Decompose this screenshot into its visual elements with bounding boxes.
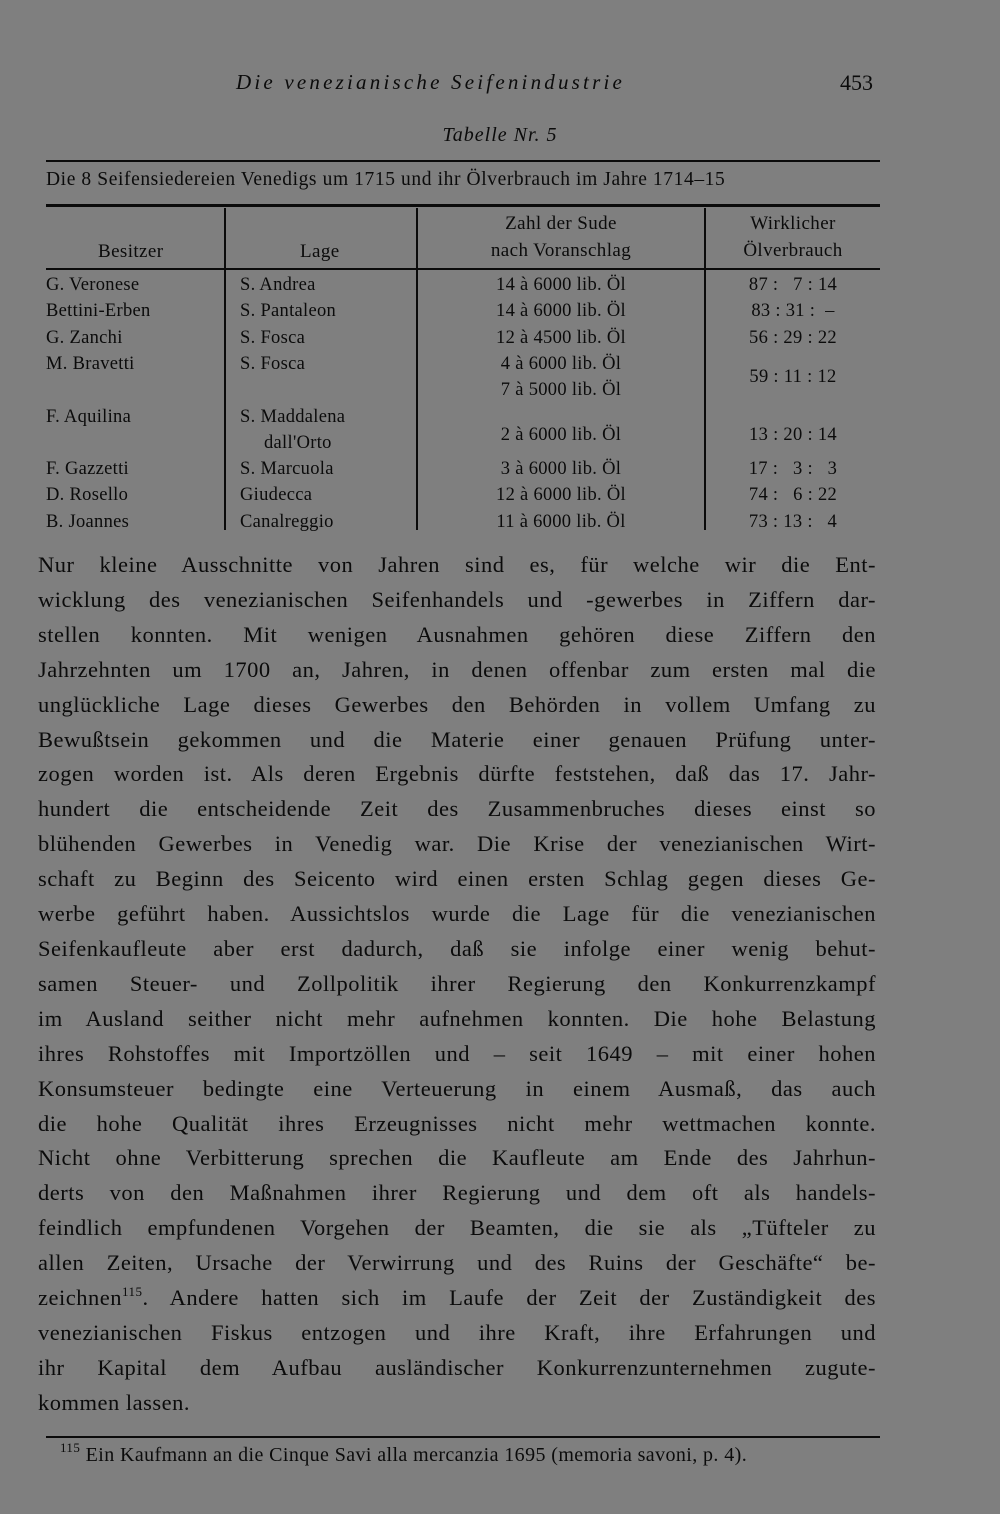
- table-cell-oil: 87 : 7 : 14: [748, 275, 838, 295]
- text-line: samen Steuer- und Zollpolitik ihrer Regierung den Konkurrenzkampf: [38, 970, 876, 996]
- table-cell-location: S. Fosca: [240, 354, 306, 374]
- table-cell-owner: F. Gazzetti: [46, 459, 129, 479]
- table-cell-location-second-line: dall'Orto: [264, 433, 332, 453]
- table-cell-owner: F. Aquilina: [46, 407, 132, 427]
- table-cell-location: S. Andrea: [240, 275, 316, 295]
- text-line: Jahrzehnten um 1700 an, Jahren, in denen offenbar zum ersten mal die: [38, 656, 876, 682]
- table-cell-sude: 2 à 6000 lib. Öl: [500, 425, 622, 445]
- text-line: Bewußtsein gekommen und die Materie einer genauen Prüfung unter-: [38, 726, 876, 752]
- table-cell-sude: 3 à 6000 lib. Öl: [500, 459, 622, 479]
- text-line: werbe geführt haben. Aussichtslos wurde die Lage für die venezianischen: [38, 901, 876, 927]
- table-cell-oil: 17 : 3 : 3: [748, 459, 838, 479]
- table-cell-oil: 13 : 20 : 14: [749, 425, 837, 445]
- text-line: kommen lassen.: [38, 1389, 190, 1415]
- text-fragment: zeichnen: [38, 1285, 122, 1311]
- running-head: [0, 70, 1000, 100]
- table-cell-oil: 59 : 11 : 12: [749, 367, 837, 387]
- table-caption: Die 8 Seifensiedereien Venedigs um 1715 und ihr Ölverbrauch im Jahre 1714–15: [46, 169, 726, 190]
- text-line: schaft zu Beginn des Seicento wird einen ersten Schlag gegen dieses Ge-: [38, 866, 876, 892]
- text-line: unglückliche Lage dieses Gewerbes den Behörden in vollem Umfang zu: [38, 691, 876, 717]
- text-line: ihr Kapital dem Aufbau ausländischer Konkurrenzunternehmen zugute-: [38, 1354, 876, 1380]
- text-line: Nur kleine Ausschnitte von Jahren sind es, für welche wir die Ent-: [38, 552, 876, 577]
- table-cell-owner: Bettini-Erben: [46, 301, 151, 321]
- text-line: wicklung des venezianischen Seifenhandels und -gewerbes in Ziffern dar-: [38, 586, 876, 612]
- table-cell-location: Giudecca: [240, 485, 313, 505]
- header-owner: Besitzer: [98, 241, 164, 262]
- text-line: hundert die entscheidende Zeit des Zusammenbruches dieses einst so: [38, 796, 876, 822]
- header-location: Lage: [300, 241, 340, 262]
- table-cell-sude: 4 à 6000 lib. Öl: [500, 354, 622, 374]
- header-sude-line2: nach Voranschlag: [490, 240, 632, 261]
- text-fragment: . Andere hatten sich im Laufe der Zeit der Zuständigkeit des: [142, 1285, 876, 1311]
- text-line: Nicht ohne Verbitterung sprechen die Kaufleute am Ende des Jahrhun-: [38, 1145, 876, 1171]
- table-cell-location: S. Fosca: [240, 328, 306, 348]
- table-cell-oil: 73 : 13 : 4: [748, 512, 838, 532]
- table-cell-sude: 11 à 6000 lib. Öl: [496, 512, 626, 532]
- table-cell-location: S. Maddalena: [240, 407, 346, 427]
- header-oil-line2: Ölverbrauch: [743, 240, 843, 261]
- text-line: ihres Rohstoffes mit Importzöllen und – seit 1649 – mit einer hohen: [38, 1040, 876, 1066]
- table-cell-owner: G. Zanchi: [46, 328, 123, 348]
- table-cell-sude-second-line: 7 à 5000 lib. Öl: [500, 380, 622, 400]
- footnote-text: Ein Kaufmann an die Cinque Savi alla mercanzia 1695 (memoria savoni, p. 4).: [80, 1444, 748, 1466]
- footnote-rule: [46, 1436, 880, 1438]
- table-cell-oil: 74 : 6 : 22: [748, 485, 838, 505]
- header-oil-line1: Wirklicher: [750, 213, 836, 234]
- text-line: blühenden Gewerbes in Venedig war. Die Krise der venezianischen Wirt-: [38, 831, 876, 857]
- caption-top-rule: [46, 160, 880, 162]
- table-number: Tabelle Nr. 5: [442, 124, 558, 146]
- table-cell-sude: 14 à 6000 lib. Öl: [496, 275, 626, 295]
- text-line: im Ausland seither nicht mehr aufnehmen konnten. Die hohe Belastung: [38, 1005, 876, 1031]
- table-cell-oil: 83 : 31 : –: [751, 301, 835, 321]
- table-cell-location: S. Pantaleon: [240, 301, 337, 321]
- footnote-mark: 115: [60, 1440, 81, 1455]
- table-cell-location: Canalreggio: [240, 512, 334, 532]
- text-line: Seifenkaufleute aber erst dadurch, daß sie infolge einer wenig behut-: [38, 935, 876, 961]
- table-cell-sude: 12 à 6000 lib. Öl: [496, 485, 626, 505]
- text-line: zogen worden ist. Als deren Ergebnis dürfte feststehen, daß das 17. Jahr-: [38, 761, 876, 787]
- text-line: venezianischen Fiskus entzogen und ihre Kraft, ihre Erfahrungen und: [38, 1319, 876, 1345]
- soap-factory-table: [46, 206, 880, 536]
- table-cell-owner: D. Rosello: [46, 485, 129, 505]
- text-line: feindlich empfundenen Vorgehen der Beamten, die sie als „Tüfteler zu: [38, 1215, 876, 1241]
- footnote: [60, 1440, 900, 1467]
- text-line: stellen konnten. Mit wenigen Ausnahmen gehören diese Ziffern den: [38, 621, 876, 647]
- table-cell-sude: 12 à 4500 lib. Öl: [496, 328, 626, 348]
- column-divider: [224, 208, 226, 530]
- page-number: 453: [840, 70, 873, 95]
- running-title: Die venezianische Seifenindustrie: [236, 70, 626, 94]
- text-line: derts von den Maßnahmen ihrer Regierung und dem oft als handels-: [38, 1180, 876, 1206]
- header-sude-line1: Zahl der Sude: [505, 213, 617, 234]
- header-bottom-rule: [46, 268, 880, 270]
- text-line-with-reference: [38, 1281, 876, 1316]
- body-paragraph: [38, 548, 876, 1421]
- table-cell-sude: 14 à 6000 lib. Öl: [496, 301, 626, 321]
- table-cell-oil: 56 : 29 : 22: [749, 328, 837, 348]
- text-line: Konsumsteuer bedingte eine Verteuerung in einem Ausmaß, das auch: [38, 1075, 876, 1101]
- text-line: allen Zeiten, Ursache der Verwirrung und des Ruins der Geschäfte“ be-: [38, 1250, 876, 1276]
- table-cell-owner: B. Joannes: [46, 512, 130, 532]
- table-cell-location: S. Marcuola: [240, 459, 334, 479]
- table-cell-owner: M. Bravetti: [46, 354, 135, 374]
- table-cell-owner: G. Veronese: [46, 275, 140, 295]
- footnote-reference: 115: [121, 1284, 143, 1300]
- text-line: die hohe Qualität ihres Erzeugnisses nicht mehr wettmachen konnte.: [38, 1110, 876, 1136]
